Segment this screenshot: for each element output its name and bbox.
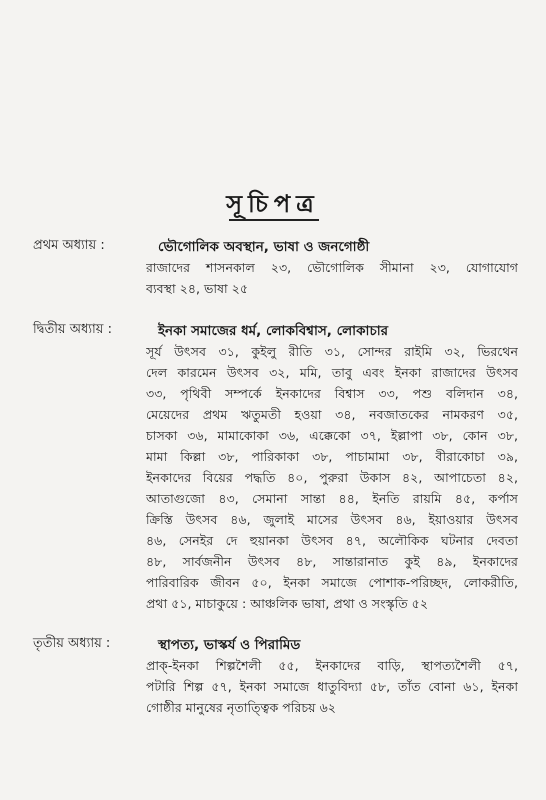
entry-line: ব্যবস্থা ২৪, ভাষা ২৫ bbox=[146, 281, 249, 296]
chapter-label: দ্বিতীয় অধ্যায় : bbox=[33, 322, 112, 337]
chapter-entries bbox=[146, 257, 518, 299]
entry-line: মেয়েদের প্রথম ঋতুমতী হওয়া ৩৪, নবজাতকের নামকরণ ৩৫, bbox=[146, 407, 518, 422]
chapter-heading: ইনকা সমাজের ধর্ম, লোকবিশ্বাস, লোকাচার bbox=[158, 323, 389, 339]
entry-line: মামা কিল্লা ৩৮, পারিকাকা ৩৮, পাচামামা ৩৮, বীরাকোচা ৩৯, bbox=[146, 449, 518, 464]
entry-line: সূর্য উৎসব ৩১, কুইলু রীতি ৩১, সোন্দর রাইমি ৩২, ভিরথেন bbox=[146, 344, 518, 359]
chapter-heading: ভৌগোলিক অবস্থান, ভাষা ও জনগোষ্ঠী bbox=[158, 239, 370, 255]
entry-line: আতাগুজো ৪৩, সেমানা সান্তা ৪৪, ইনতি রায়মি ৪৫, কর্পাস bbox=[146, 491, 518, 506]
entry-line: দেল কারমেন উৎসব ৩২, মমি, তাবু এবং ইনকা রাজাদের উৎসব bbox=[146, 365, 518, 380]
entry-line: ইনকাদের বিয়ের পদ্ধতি ৪০, পুরুরা উকাস ৪২, আপাচেতা ৪২, bbox=[146, 470, 518, 485]
entry-line: চাসকা ৩৬, মামাকোকা ৩৬, এক্কেকো ৩৭, ইল্লাপা ৩৮, কোন ৩৮, bbox=[146, 428, 518, 443]
entry-line: প্রথা ৫১, মাচাকুয়ে : আঞ্চলিক ভাষা, প্রথা ও সংস্কৃতি ৫২ bbox=[146, 596, 429, 611]
chapter-label: প্রথম অধ্যায় : bbox=[33, 238, 105, 253]
chapter-label: তৃতীয় অধ্যায় : bbox=[33, 636, 111, 651]
entry-line: ৩৩, পৃথিবী সম্পর্কে ইনকাদের বিশ্বাস ৩৩, পশু বলিদান ৩৪, bbox=[146, 386, 518, 401]
chapter-heading: স্থাপত্য, ভাস্কর্য ও পিরামিড bbox=[158, 637, 301, 653]
title-underline bbox=[229, 219, 319, 221]
entry-line: ক্রিস্তি উৎসব ৪৬, জুলাই মাসের উৎসব ৪৬, ইয়াওয়ার উৎসব bbox=[146, 512, 518, 527]
entry-line: গোষ্ঠীর মানুষের নৃতাত্ত্বিক পরিচয় ৬২ bbox=[146, 700, 336, 715]
entry-line: পারিবারিক জীবন ৫০, ইনকা সমাজে পোশাক-পরিচ্ছদ, লোকরীতি, bbox=[146, 575, 518, 590]
entry-line: ৪৮, সার্বজনীন উৎসব ৪৮, সান্তারানাত কুই ৪৯, ইনকাদের bbox=[146, 554, 518, 569]
entry-line: পটারি শিল্প ৫৭, ইনকা সমাজে ধাতুবিদ্যা ৫৮, তাঁত বোনা ৬১, ইনকা bbox=[146, 679, 518, 694]
chapter-entries bbox=[146, 341, 518, 614]
entry-line: রাজাদের শাসনকাল ২৩, ভৌগোলিক সীমানা ২৩, যোগাযোগ bbox=[146, 260, 518, 275]
entry-line: প্রাক্-ইনকা শিল্পশৈলী ৫৫, ইনকাদের বাড়ি, স্থাপত্যশৈলী ৫৭, bbox=[146, 658, 518, 673]
chapter-entries bbox=[146, 655, 518, 718]
entry-line: ৪৬, সেনইর দে হুয়ানকা উৎসব ৪৭, অলৌকিক ঘটনার দেবতা bbox=[146, 533, 518, 548]
page-title: সূচিপত্র bbox=[226, 190, 320, 218]
